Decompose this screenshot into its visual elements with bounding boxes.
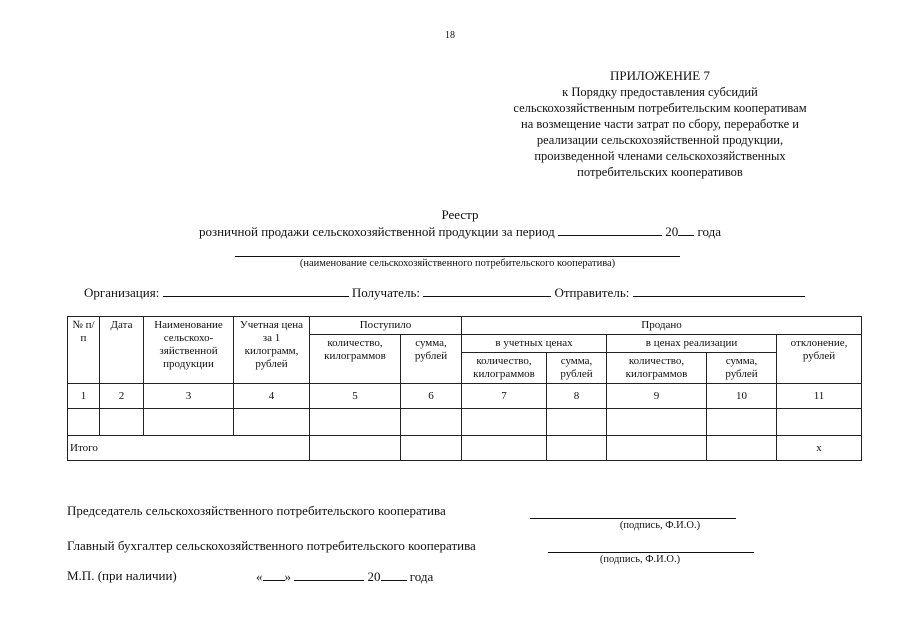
- title-line-1: Реестр: [441, 207, 479, 222]
- year-blank: [381, 568, 407, 581]
- organization-name-line: [235, 256, 680, 257]
- period-blank: [558, 223, 662, 236]
- organization-name-caption: (наименование сельскохозяйственного потребительского кооператива): [299, 258, 616, 269]
- accountant-signature-line: [548, 552, 754, 553]
- empty-cell: [462, 409, 547, 436]
- empty-cell: [707, 409, 777, 436]
- title-year: 20: [665, 224, 679, 239]
- header-accounting-prices: в учетных ценах: [462, 335, 607, 353]
- title-prefix: розничной продажи сельскохозяйственной продукции за период: [198, 224, 555, 239]
- stamp-label: М.П. (при наличии): [67, 568, 177, 583]
- date-close-quote: »: [284, 569, 291, 584]
- date-open-quote: «: [256, 569, 263, 584]
- header-num: № п/п: [68, 317, 100, 384]
- column-number: 6: [401, 384, 462, 409]
- appendix-line: потребительских кооперативов: [577, 165, 743, 179]
- empty-cell: [144, 409, 234, 436]
- header-price: Учетная цена за 1 килограмм, рублей: [234, 317, 310, 384]
- column-number: 8: [547, 384, 607, 409]
- empty-cell: [401, 409, 462, 436]
- header-sale-qty: количество, килограммов: [607, 353, 707, 384]
- empty-cell: [462, 436, 547, 461]
- accountant-signature-caption: (подпись, Ф.И.О.): [599, 554, 681, 565]
- date-year: 20: [367, 569, 381, 584]
- total-label: Итого: [68, 436, 310, 461]
- column-number: 2: [100, 384, 144, 409]
- empty-cell: [607, 409, 707, 436]
- empty-cell: [547, 436, 607, 461]
- chairman-signature-line: [530, 518, 736, 519]
- meta-row: [84, 284, 805, 301]
- appendix-heading: ПРИЛОЖЕНИЕ 7: [610, 68, 710, 83]
- header-accounting-qty: количество, килограммов: [462, 353, 547, 384]
- appendix-line: к Порядку предоставления субсидий: [562, 85, 758, 99]
- header-received-qty: количество, килограммов: [310, 335, 401, 384]
- header-product: Наименование сельскохо-зяйственной продукции: [144, 317, 234, 384]
- appendix-line: реализации сельскохозяйственной продукции,: [536, 133, 784, 147]
- header-accounting-sum: сумма, рублей: [547, 353, 607, 384]
- column-number: 9: [607, 384, 707, 409]
- empty-cell: [310, 409, 401, 436]
- column-number-row: [68, 384, 862, 409]
- header-date: Дата: [100, 317, 144, 384]
- recipient-blank: [423, 284, 551, 297]
- empty-cell: [234, 409, 310, 436]
- recipient-label: Получатель:: [351, 285, 420, 300]
- organization-blank: [163, 284, 349, 297]
- title-suffix: года: [697, 224, 722, 239]
- day-blank: [263, 568, 285, 581]
- total-row: [68, 436, 862, 461]
- year-blank: [678, 223, 694, 236]
- header-row: [68, 317, 862, 335]
- empty-cell: [707, 436, 777, 461]
- title-line-2: [120, 223, 800, 240]
- header-deviation: отклонение, рублей: [777, 335, 862, 384]
- empty-cell: [777, 409, 862, 436]
- column-number: 4: [234, 384, 310, 409]
- table-row: [68, 409, 862, 436]
- header-received-sum: сумма, рублей: [401, 335, 462, 384]
- header-sale-prices: в ценах реализации: [607, 335, 777, 353]
- column-number: 5: [310, 384, 401, 409]
- column-number: 7: [462, 384, 547, 409]
- column-number: 1: [68, 384, 100, 409]
- sender-label: Отправитель:: [554, 285, 630, 300]
- empty-cell: [310, 436, 401, 461]
- appendix-line: произведенной членами сельскохозяйственных: [534, 149, 786, 163]
- column-number: 3: [144, 384, 234, 409]
- page-number: 18: [445, 30, 455, 41]
- month-blank: [294, 568, 364, 581]
- date-year-word: года: [409, 569, 434, 584]
- registry-table: [67, 316, 862, 461]
- total-deviation-mark: х: [777, 436, 862, 461]
- header-sold: Продано: [462, 317, 862, 335]
- appendix-block: [440, 68, 880, 180]
- signature-date: [256, 568, 433, 585]
- empty-cell: [100, 409, 144, 436]
- header-sale-sum: сумма, рублей: [707, 353, 777, 384]
- accountant-label: Главный бухгалтер сельскохозяйственного потребительского кооператива: [67, 538, 476, 553]
- chairman-signature-caption: (подпись, Ф.И.О.): [619, 520, 701, 531]
- column-number: 10: [707, 384, 777, 409]
- organization-label: Организация:: [84, 285, 160, 300]
- sender-blank: [633, 284, 805, 297]
- empty-cell: [401, 436, 462, 461]
- appendix-line: на возмещение части затрат по сбору, переработке и: [521, 117, 799, 131]
- header-received: Поступило: [310, 317, 462, 335]
- empty-cell: [547, 409, 607, 436]
- empty-cell: [68, 409, 100, 436]
- column-number: 11: [777, 384, 862, 409]
- chairman-label: Председатель сельскохозяйственного потребительского кооператива: [67, 503, 446, 518]
- appendix-line: сельскохозяйственным потребительским кооперативам: [513, 101, 807, 115]
- empty-cell: [607, 436, 707, 461]
- document-title: [120, 206, 800, 240]
